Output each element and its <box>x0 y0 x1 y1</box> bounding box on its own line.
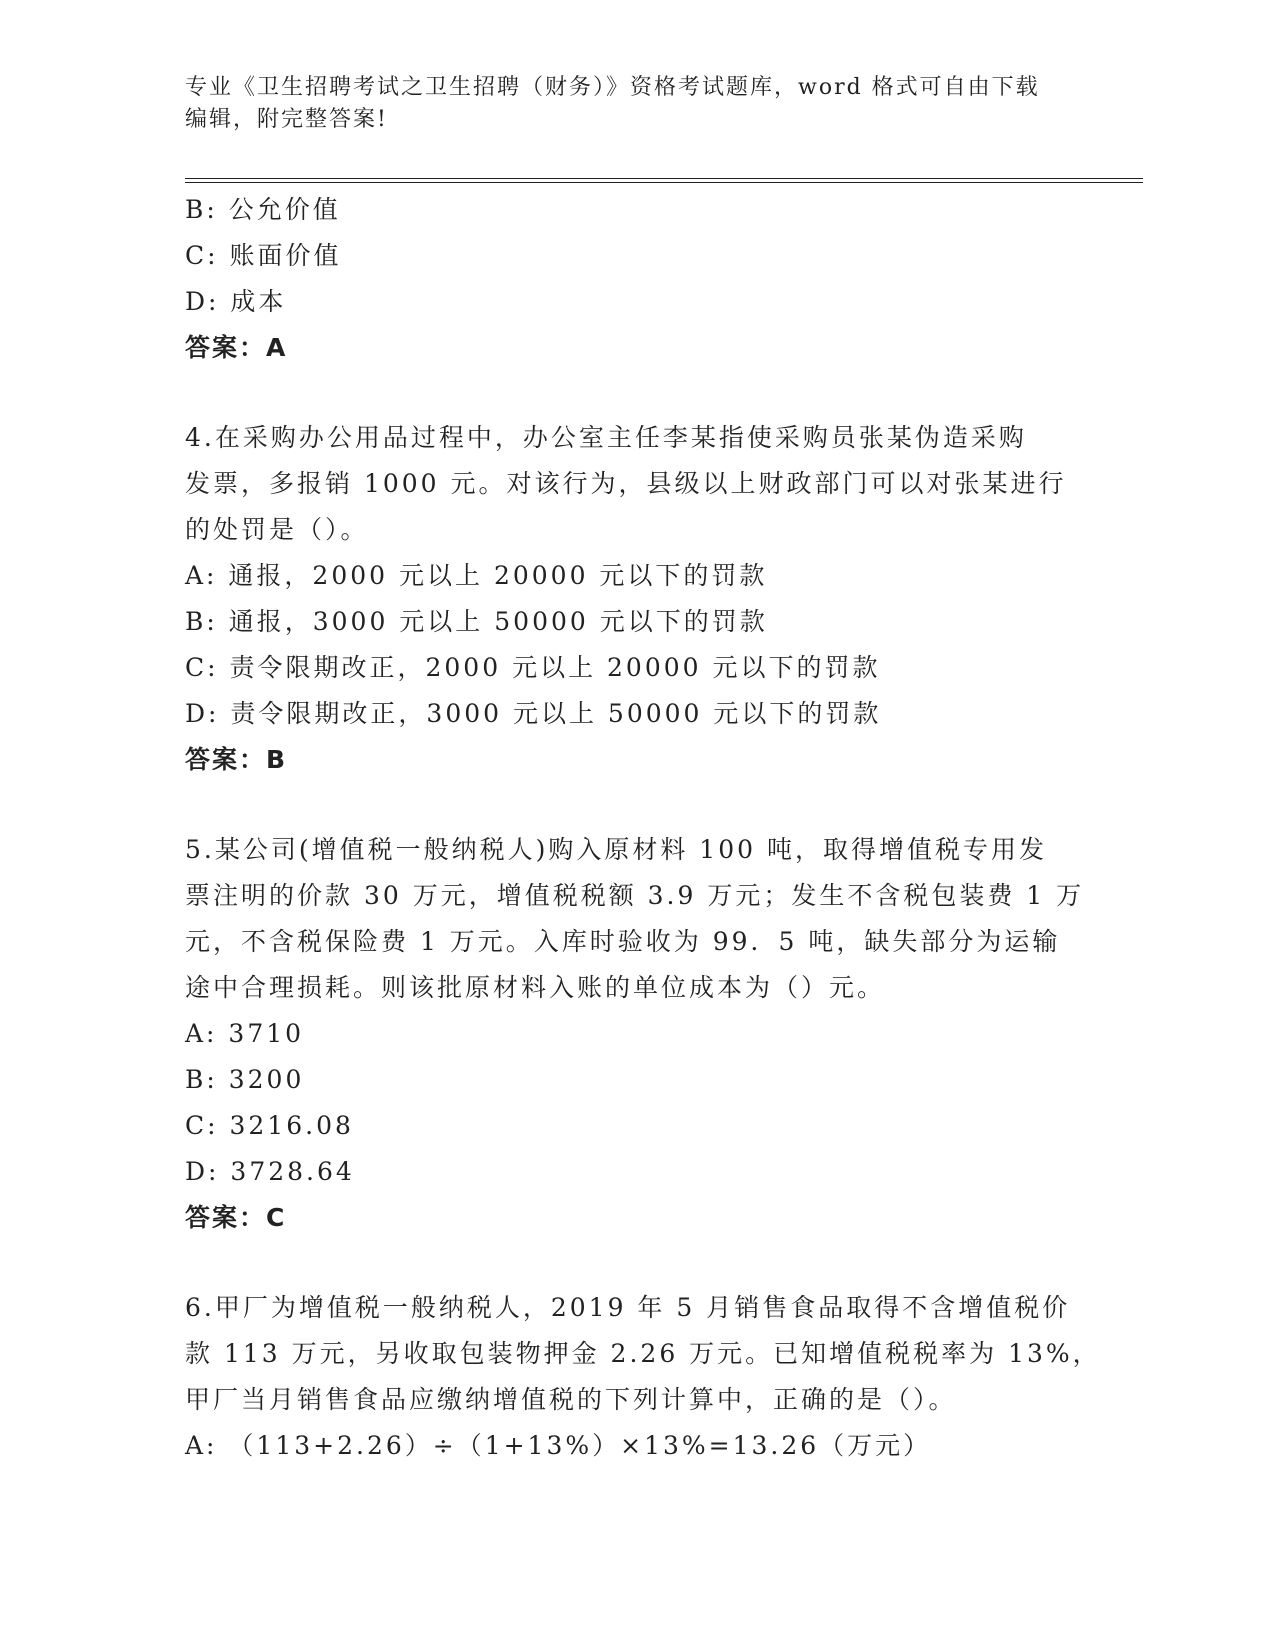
question-5 <box>185 827 1085 1241</box>
question-stem-line: 款 113 万元，另收取包装物押金 2.26 万元。已知增值税税率为 13%， <box>185 1339 1101 1368</box>
option-d: D: 责令限期改正，3000 元以上 50000 元以下的罚款 <box>185 699 882 728</box>
option-a: A: 通报，2000 元以上 20000 元以下的罚款 <box>185 561 768 590</box>
header-line-2: 编辑，附完整答案! <box>185 107 388 132</box>
question-stem-line: 的处罚是（）。 <box>185 515 369 544</box>
spacer <box>185 1241 1085 1285</box>
option-d: D: 成本 <box>185 287 287 316</box>
header-rule-top <box>185 178 1143 179</box>
answer: 答案：B <box>185 745 288 774</box>
option-d: D: 3728.64 <box>185 1157 355 1186</box>
option-a: A: 3710 <box>185 1019 305 1048</box>
question-stem-line: 6.甲厂为增值税一般纳税人，2019 年 5 月销售食品取得不含增值税价 <box>185 1293 1071 1322</box>
header-line-1: 专业《卫生招聘考试之卫生招聘（财务）》资格考试题库，word 格式可自由下载 <box>185 75 1040 100</box>
document-header <box>185 72 1085 136</box>
question-6 <box>185 1285 1101 1469</box>
option-b: B: 3200 <box>185 1065 305 1094</box>
question-3 <box>185 187 1085 371</box>
header-rule-bottom <box>185 182 1143 183</box>
option-a: A: （113+2.26）÷（1+13%）×13%=13.26（万元） <box>185 1431 932 1460</box>
question-4 <box>185 415 1085 783</box>
question-stem-line: 5.某公司(增值税一般纳税人)购入原材料 100 吨，取得增值税专用发 <box>185 835 1047 864</box>
question-stem-line: 甲厂当月销售食品应缴纳增值税的下列计算中，正确的是（）。 <box>185 1385 957 1414</box>
spacer <box>185 783 1085 827</box>
option-b: B: 公允价值 <box>185 195 341 224</box>
answer: 答案：C <box>185 1203 287 1232</box>
option-c: C: 账面价值 <box>185 241 342 270</box>
question-content <box>185 187 1101 1469</box>
question-stem-line: 途中合理损耗。则该批原材料入账的单位成本为（）元。 <box>185 973 886 1002</box>
question-stem-line: 票注明的价款 30 万元，增值税税额 3.9 万元；发生不含税包装费 1 万 <box>185 881 1085 910</box>
option-c: C: 责令限期改正，2000 元以上 20000 元以下的罚款 <box>185 653 881 682</box>
option-b: B: 通报，3000 元以上 50000 元以下的罚款 <box>185 607 768 636</box>
spacer <box>185 371 1085 415</box>
answer: 答案：A <box>185 333 288 362</box>
option-c: C: 3216.08 <box>185 1111 354 1140</box>
question-stem-line: 元，不含税保险费 1 万元。入库时验收为 99．5 吨，缺失部分为运输 <box>185 927 1061 956</box>
question-stem-line: 4.在采购办公用品过程中，办公室主任李某指使采购员张某伪造采购 <box>185 423 1027 452</box>
question-stem-line: 发票，多报销 1000 元。对该行为，县级以上财政部门可以对张某进行 <box>185 469 1067 498</box>
